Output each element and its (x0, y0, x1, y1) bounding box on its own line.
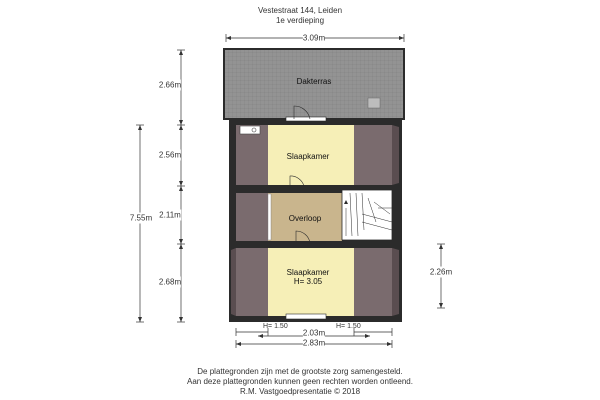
room-label-landing: Overloop (288, 214, 322, 223)
staircase (342, 190, 392, 240)
dim-label-bedroom-bottom: 2.68m (158, 277, 182, 287)
dim-label-slope-left: H= 1.50 (263, 323, 288, 330)
dim-label-overall-left: 7.55m (129, 213, 153, 223)
footer-disclaimer-2: Aan deze plattegronden kunnen geen rechten worden ontleend. (187, 377, 413, 386)
dim-label-landing: 2.11m (159, 210, 181, 220)
footer-copyright: R.M. Vastgoedpresentatie © 2018 (239, 387, 361, 396)
dim-label-terrace: 2.66m (158, 80, 182, 90)
dim-label-bottom-inner: 2.03m (302, 328, 326, 338)
cabinet-icon (240, 126, 260, 134)
room-height-bedroom-bottom: H= 3.05 (293, 277, 323, 286)
plan-address: Vestestraat 144, Leiden (257, 6, 343, 15)
dimension-overall-left (136, 125, 144, 322)
plan-floor-label: 1e verdieping (275, 16, 325, 25)
room-label-bedroom-bottom: Slaapkamer (286, 268, 330, 277)
footer-disclaimer-1: De plattegronden zijn met de grootste zorg samengesteld. (197, 367, 403, 376)
landing (268, 190, 392, 243)
room-label-bedroom-top: Slaapkamer (286, 152, 330, 161)
room-label-terrace: Dakterras (296, 77, 332, 86)
drain-icon (368, 98, 380, 108)
dim-label-slope-right: H= 1.50 (336, 323, 361, 330)
dim-label-top-width: 3.09m (302, 33, 326, 43)
dim-label-bottom-overall: 2.83m (302, 338, 326, 348)
dim-label-bedroom-top: 2.56m (158, 150, 182, 160)
dim-label-right-bedroom: 2.26m (429, 267, 453, 277)
